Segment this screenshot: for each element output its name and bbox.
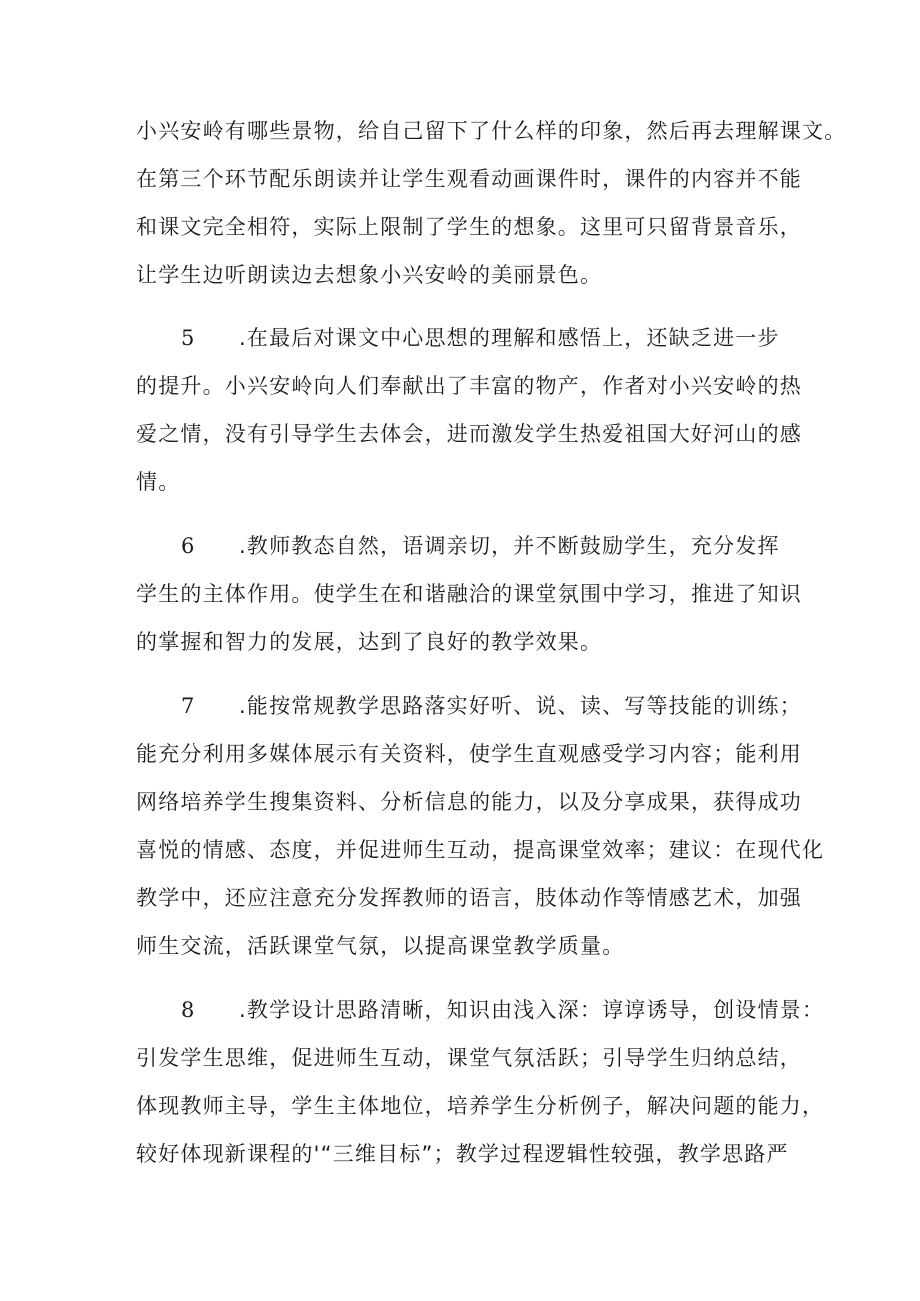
paragraph-line: 学生的主体作用。使学生在和谐融洽的课堂氛围中学习，推进了知识	[136, 582, 802, 606]
paragraph-line: 体现教师主导，学生主体地位，培养学生分析例子，解决问题的能力，	[136, 1094, 825, 1118]
item-number: 5	[181, 326, 196, 350]
item-number: 7	[181, 694, 196, 718]
paragraph-line: 喜悦的情感、态度，并促进师生互动，提高课堂效率；建议：在现代化	[136, 838, 825, 862]
item-number: 6	[181, 534, 196, 558]
item-text: .教师教态自然，语调亲切，并不断鼓励学生，充分发挥	[239, 534, 780, 558]
paragraph-line: 爱之情，没有引导学生去体会，进而激发学生热爱祖国大好河山的感	[136, 422, 802, 446]
paragraph-line: 在第三个环节配乐朗读并让学生观看动画课件时，课件的内容并不能	[136, 167, 802, 191]
paragraph-line: 让学生边听朗读边去想象小兴安岭的美丽景色。	[136, 263, 603, 287]
paragraph-line: 的掌握和智力的发展，达到了良好的教学效果。	[136, 630, 603, 654]
paragraph-line: 情。	[136, 470, 181, 494]
paragraph-line: 和课文完全相符，实际上限制了学生的想象。这里可只留背景音乐，	[136, 215, 802, 239]
paragraph-line: 的提升。小兴安岭向人们奉献出了丰富的物产，作者对小兴安岭的热	[136, 374, 802, 398]
paragraph-line: 网络培养学生搜集资料、分析信息的能力，以及分享成果，获得成功	[136, 790, 802, 814]
paragraph-line: 小兴安岭有哪些景物，给自己留下了什么样的印象，然后再去理解课文。	[136, 119, 847, 143]
paragraph-line: 能充分利用多媒体展示有关资料，使学生直观感受学习内容；能利用	[136, 742, 802, 766]
paragraph-line: 教学中，还应注意充分发挥教师的语言，肢体动作等情感艺术，加强	[136, 886, 802, 910]
numbered-item-first-line	[136, 323, 816, 353]
numbered-item-first-line	[136, 691, 816, 721]
paragraph-line: 引发学生思维，促进师生互动，课堂气氛活跃；引导学生归纳总结，	[136, 1046, 802, 1070]
item-number: 8	[181, 998, 196, 1022]
item-text: .能按常规教学思路落实好听、说、读、写等技能的训练；	[239, 694, 802, 718]
paragraph-line: 较好体现新课程的'“三维目标”；教学过程逻辑性较强，教学思路严	[136, 1142, 789, 1166]
item-text: .在最后对课文中心思想的理解和感悟上，还缺乏进一步	[239, 326, 780, 350]
numbered-item-first-line	[136, 531, 816, 561]
paragraph-line: 师生交流，活跃课堂气氛，以提高课堂教学质量。	[136, 934, 625, 958]
item-text: .教学设计思路清晰，知识由浅入深：谆谆诱导，创设情景：	[239, 998, 825, 1022]
numbered-item-first-line	[136, 995, 825, 1025]
